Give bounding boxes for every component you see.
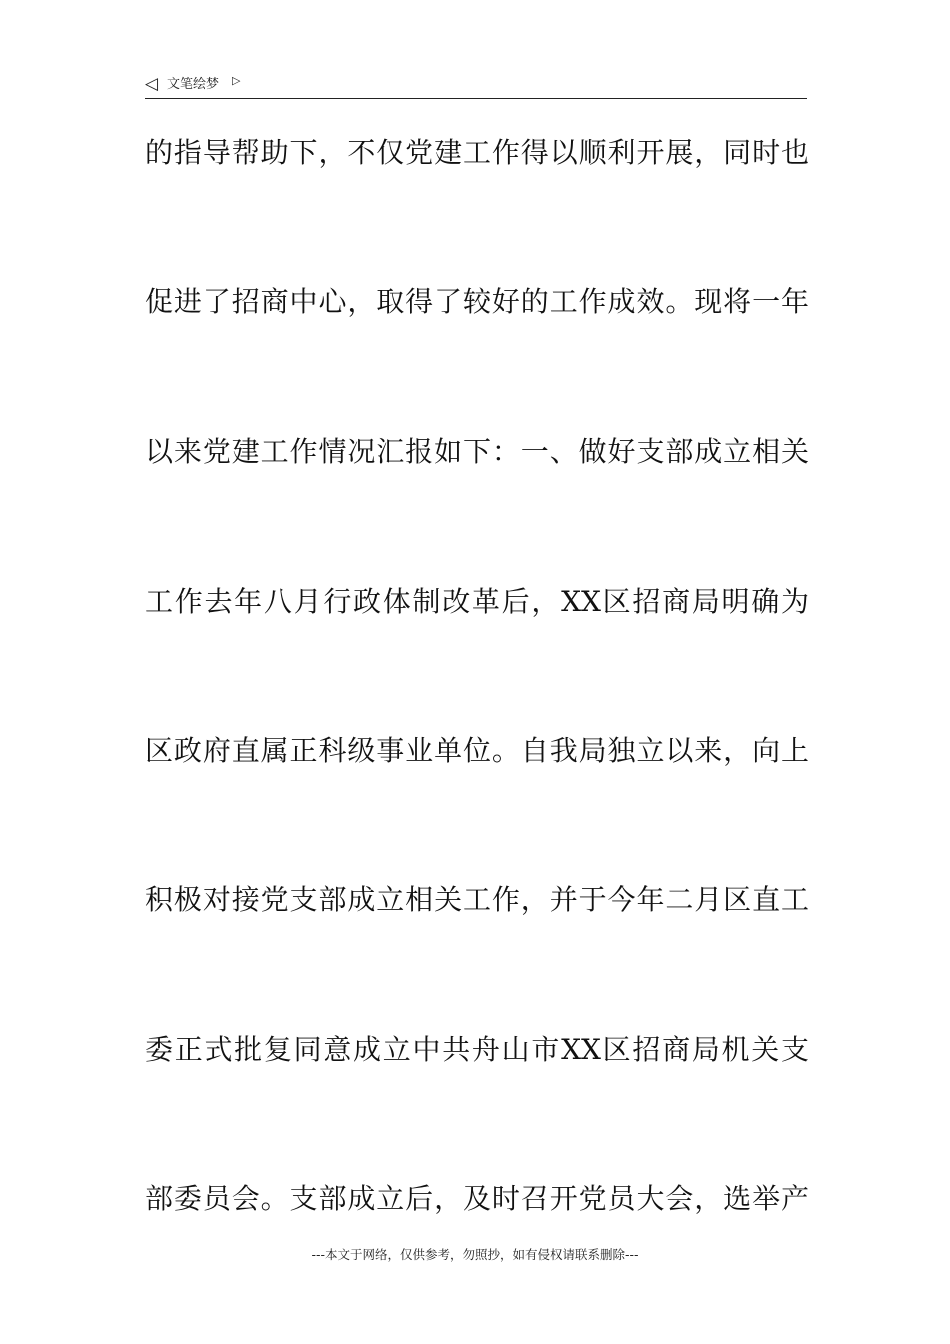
triangle-right-icon: ▷: [232, 74, 241, 87]
body-line-3: 以来党建工作情况汇报如下：一、做好支部成立相关: [145, 435, 809, 468]
body-line-1: 的指导帮助下，不仅党建工作得以顺利开展，同时也: [145, 136, 809, 169]
footer-disclaimer: ---本文于网络，仅供参考，勿照抄，如有侵权请联系删除---: [311, 1247, 639, 1262]
body-line-8: 部委员会。支部成立后，及时召开党员大会，选举产: [145, 1182, 809, 1215]
triangle-left-icon: ◁: [145, 74, 159, 94]
header-title: 文笔绘梦: [167, 77, 220, 92]
page-header: [145, 72, 807, 99]
body-line-6: 积极对接党支部成立相关工作，并于今年二月区直工: [145, 883, 809, 916]
body-line-7: 委正式批复同意成立中共舟山市XX区招商局机关支: [145, 1033, 809, 1066]
body-line-4: 工作去年八月行政体制改革后，XX区招商局明确为: [145, 585, 809, 618]
body-line-5: 区政府直属正科级事业单位。自我局独立以来，向上: [145, 734, 809, 767]
body-line-2: 促进了招商中心，取得了较好的工作成效。现将一年: [145, 285, 809, 318]
